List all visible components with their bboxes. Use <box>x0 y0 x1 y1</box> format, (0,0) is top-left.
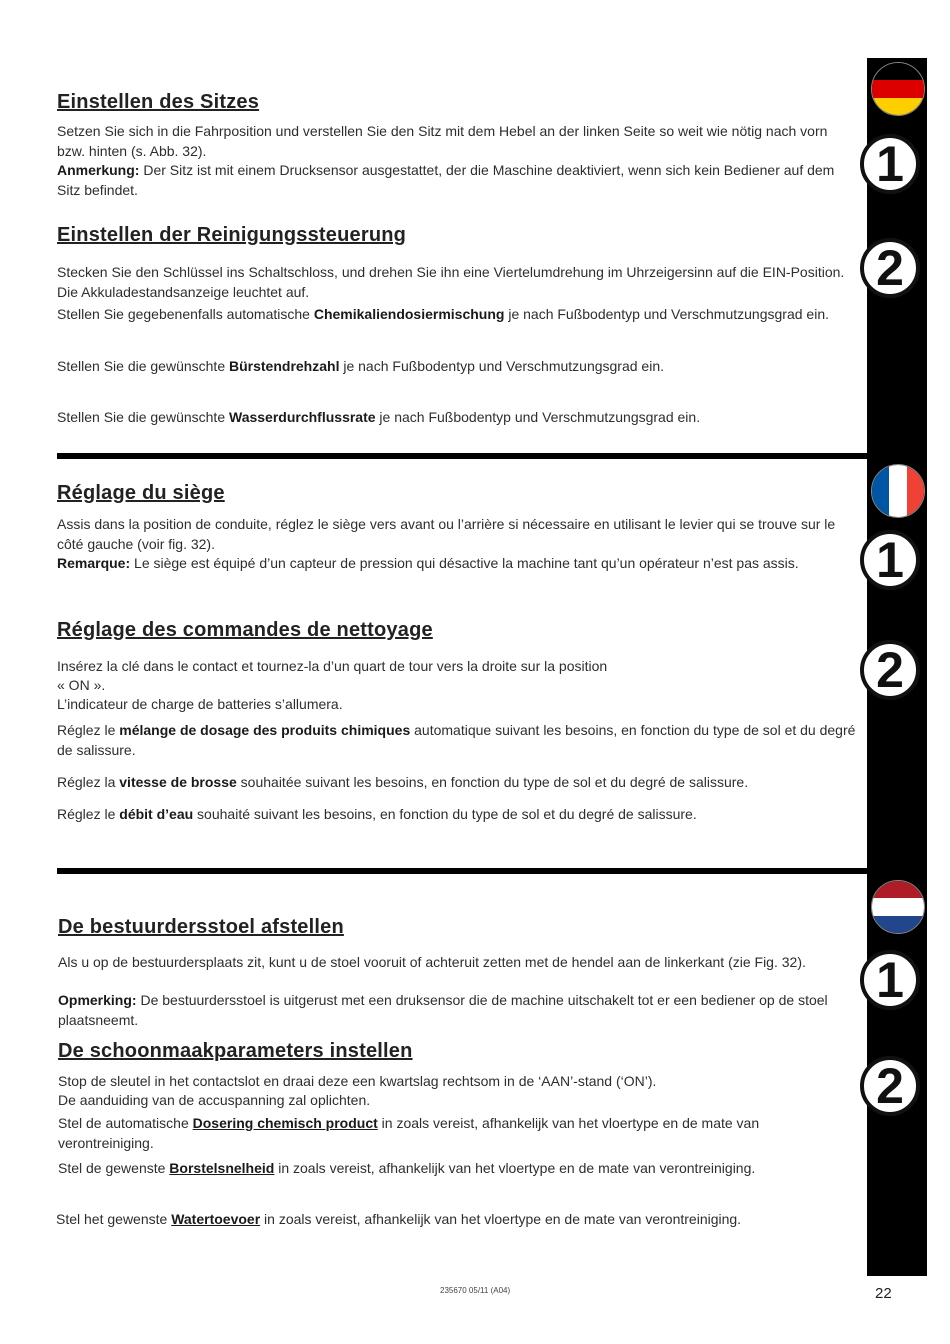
setting-name: Dosering chemisch product <box>192 1115 378 1131</box>
nl-key-instruction: Stop de sleutel in het contactslot en draai deze een kwartslag rechtsom in de ‘AAN’-stand (‘ON’). <box>58 1073 657 1089</box>
text: in zoals vereist, afhankelijk van het vloertype en de mate van verontreiniging. <box>260 1211 742 1227</box>
flag-bands <box>872 881 924 933</box>
flag-band <box>872 898 924 915</box>
nl-heading-controls: De schoonmaakparameters instellen <box>58 1040 413 1062</box>
de-water-instruction <box>57 408 857 428</box>
nl-heading-seat: De bestuurdersstoel afstellen <box>58 916 344 938</box>
nl-seat-note <box>58 991 858 1030</box>
flag-band <box>889 465 906 517</box>
setting-name: Wasserdurchflussrate <box>229 409 376 425</box>
text: Réglez le <box>57 722 120 738</box>
german-flag-icon <box>871 62 925 116</box>
setting-name: débit d’eau <box>119 806 194 822</box>
text: Réglez le <box>57 806 120 822</box>
step-marker-2: 2 <box>860 238 920 298</box>
fr-heading-seat: Réglage du siège <box>57 482 225 504</box>
text: souhaité suivant les besoins, en fonction du type de sol et du degré de salissure. <box>193 806 697 822</box>
text: Stellen Sie die gewünschte <box>57 358 229 374</box>
section-divider <box>57 868 867 874</box>
text: Stellen Sie gegebenenfalls automatische <box>57 306 314 322</box>
fr-battery-indicator: L’indicateur de charge de batteries s’allumera. <box>57 696 343 712</box>
step-marker-1: 1 <box>860 950 920 1010</box>
nl-brush-instruction <box>58 1159 858 1179</box>
fr-seat-note <box>57 554 857 574</box>
nl-battery-indicator: De aanduiding van de accuspanning zal oplichten. <box>58 1092 371 1108</box>
fr-brush-instruction <box>57 773 857 793</box>
text: automatique suivant les besoins, en fonction du type de sol et du degré de salissure. <box>57 722 856 758</box>
step-marker-1: 1 <box>860 530 920 590</box>
note-text: Le siège est équipé d’un capteur de pression qui désactive la machine tant qu’un opérateur n’est pas assis. <box>130 555 799 571</box>
setting-name: Bürstendrehzahl <box>229 358 340 374</box>
document-code: 235670 05/11 (A04) <box>440 1286 511 1295</box>
flag-bands <box>872 63 924 115</box>
fr-heading-controls: Réglage des commandes de nettoyage <box>57 619 433 641</box>
page-number: 22 <box>875 1285 892 1302</box>
de-brush-instruction <box>57 357 857 377</box>
de-seat-note <box>57 161 857 200</box>
note-text: De bestuurdersstoel is uitgerust met een druksensor die de machine uitschakelt tot er een bediener op de stoel plaatsneemt. <box>58 992 828 1028</box>
text: Stel de gewenste <box>58 1160 170 1176</box>
de-seat-instruction: Setzen Sie sich in die Fahrposition und verstellen Sie den Sitz mit dem Hebel an der linken Seite so weit wie nötig nach vorn bzw. hinten (s. Abb. 32). <box>57 123 828 159</box>
text: je nach Fußbodentyp und Verschmutzungsgrad ein. <box>504 306 829 322</box>
nl-seat-instruction: Als u op de bestuurdersplaats zit, kunt u de stoel vooruit of achteruit zetten met de hendel aan de linkerkant (zie Fig. 32). <box>58 954 806 970</box>
fr-chemical-instruction <box>57 721 857 760</box>
step-marker-2: 2 <box>860 640 920 700</box>
note-text: Der Sitz ist mit einem Drucksensor ausgestattet, der die Maschine deaktiviert, wenn sich kein Bediener auf dem Sitz befindet. <box>57 162 835 198</box>
text: in zoals vereist, afhankelijk van het vloertype en de mate van verontreiniging. <box>58 1115 760 1151</box>
nl-water-instruction <box>56 1210 856 1230</box>
step-marker-2: 2 <box>860 1056 920 1116</box>
setting-name: Chemikaliendosiermischung <box>313 306 505 322</box>
fr-seat-instruction: Assis dans la position de conduite, réglez le siège vers avant ou l’arrière si nécessaire en utilisant le levier qui se trouve sur le côté gauche (voir fig. 32). <box>57 516 836 552</box>
nl-chemical-instruction <box>58 1114 858 1153</box>
de-chemical-instruction <box>57 305 857 325</box>
de-key-instruction: Stecken Sie den Schlüssel ins Schaltschloss, und drehen Sie ihn eine Viertelumdrehung im Uhrzeigersinn auf die EIN-Position. Die Akkuladestandsanzeige leuchtet auf. <box>57 264 845 300</box>
setting-name: Borstelsnelheid <box>169 1160 275 1176</box>
text: Stel de automatische <box>58 1115 193 1131</box>
section-divider <box>57 453 867 459</box>
text: je nach Fußbodentyp und Verschmutzungsgrad ein. <box>339 358 665 374</box>
dutch-flag-icon <box>871 880 925 934</box>
text: Stel het gewenste <box>56 1211 172 1227</box>
fr-key-instruction: Insérez la clé dans le contact et tournez-la d’un quart de tour vers la droite sur la position <box>57 658 608 674</box>
setting-name: mélange de dosage des produits chimiques <box>119 722 411 738</box>
text: Stellen Sie die gewünschte <box>57 409 229 425</box>
step-marker-1: 1 <box>860 134 920 194</box>
note-label: Anmerkung: <box>57 162 140 178</box>
setting-name: vitesse de brosse <box>119 774 237 790</box>
text: Réglez la <box>57 774 120 790</box>
text: souhaitée suivant les besoins, en fonction du type de sol et du degré de salissure. <box>236 774 749 790</box>
setting-name: Watertoevoer <box>171 1211 261 1227</box>
note-label: Opmerking: <box>58 992 137 1008</box>
de-heading-controls: Einstellen der Reinigungssteuerung <box>57 224 407 246</box>
text: in zoals vereist, afhankelijk van het vloertype en de mate van verontreiniging. <box>274 1160 756 1176</box>
note-label: Remarque: <box>57 555 131 571</box>
french-flag-icon <box>871 464 925 518</box>
fr-key-position: « ON ». <box>57 677 106 693</box>
de-heading-seat: Einstellen des Sitzes <box>57 91 260 113</box>
flag-bands <box>872 465 924 517</box>
flag-band <box>872 80 924 97</box>
text: je nach Fußbodentyp und Verschmutzungsgrad ein. <box>375 409 701 425</box>
fr-water-instruction <box>57 805 857 825</box>
